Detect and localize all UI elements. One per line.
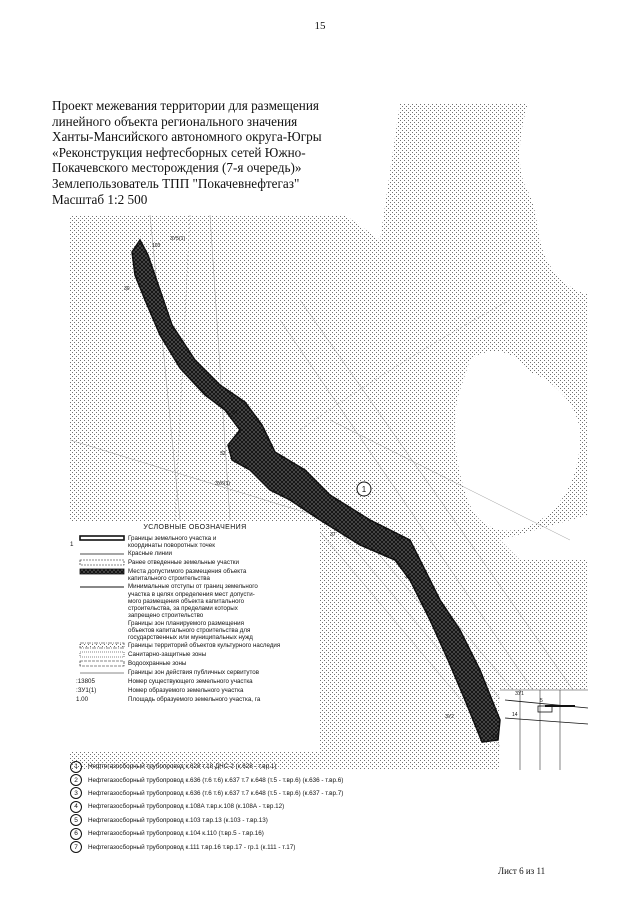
object-number: 7 xyxy=(70,841,82,853)
legend-code: :13805 xyxy=(76,678,95,686)
point-label: 103 xyxy=(152,243,161,249)
object-row xyxy=(70,814,410,827)
object-marker-label: 1 xyxy=(361,485,367,494)
title-line: Землепользователь ТПП "Покачевнефтегаз" xyxy=(52,175,300,191)
object-text: Нефтегазосборный трубопровод к.108А т.вр.к.108 (к.108А - т.вр.12) xyxy=(88,803,285,811)
legend-symbol-code xyxy=(70,696,128,704)
legend-item xyxy=(70,651,320,659)
point-label: 34 xyxy=(232,410,238,416)
object-number: 3 xyxy=(70,787,82,799)
legend-text: Санитарно-защитные зоны xyxy=(128,651,207,659)
title-line: линейного объекта регионального значения xyxy=(52,113,298,129)
object-row xyxy=(70,760,410,773)
object-number: 4 xyxy=(70,801,82,813)
point-label: 36 xyxy=(395,536,401,542)
title-line: Масштаб 1:2 500 xyxy=(52,191,148,207)
object-row xyxy=(70,840,410,853)
legend-symbol-dashed xyxy=(70,660,128,668)
point-label: 14 xyxy=(512,712,518,718)
object-text: Нефтегазосборный трубопровод к.103 т.вр.13 (к.103 - т.вр.13) xyxy=(88,816,268,824)
legend-symbol-line xyxy=(70,669,128,677)
legend-symbol-line xyxy=(70,550,128,558)
object-number: 2 xyxy=(70,774,82,786)
parcel-label: ЗУ5(1) xyxy=(170,236,186,242)
legend-text: Границы зон планируемого размещения объектов капитального строительства для государственных или муниципальных нужд xyxy=(128,619,253,642)
point-label: 30 xyxy=(124,286,130,292)
legend-code: 1.00 xyxy=(76,696,89,704)
object-row xyxy=(70,787,410,800)
legend-text: Границы территорий объектов культурного наследия xyxy=(128,642,281,650)
legend-item xyxy=(70,559,320,567)
legend-text: Ранее отведенные земельные участки xyxy=(128,559,239,567)
sheet-label: Лист 6 из 11 xyxy=(498,866,546,876)
object-number: 5 xyxy=(70,814,82,826)
legend-symbol-hatched xyxy=(70,568,128,576)
legend-symbol-border xyxy=(70,535,128,549)
legend-text: Водоохранные зоны xyxy=(128,660,187,668)
title-block xyxy=(52,98,372,207)
object-row xyxy=(70,800,410,813)
legend-text: Номер образуемого земельного участка xyxy=(128,687,244,695)
parcel-label: ЗУ1 xyxy=(515,691,524,697)
legend-symbol-line xyxy=(70,583,128,591)
legend-text: Места допустимого размещения объекта капитального строительства xyxy=(128,568,247,583)
legend-symbol-code xyxy=(70,678,128,686)
legend-symbol-dashed xyxy=(70,651,128,659)
legend-header: УСЛОВНЫЕ ОБОЗНАЧЕНИЯ xyxy=(143,524,247,531)
legend-code: :ЗУ1(1) xyxy=(76,687,97,695)
legend-text: Номер существующего земельного участка xyxy=(128,678,253,686)
legend-item xyxy=(70,678,320,686)
legend-text: Площадь образуемого земельного участка, га xyxy=(128,696,261,704)
legend xyxy=(70,521,320,751)
legend-symbol-none xyxy=(70,620,128,628)
legend-text: Границы земельного участка и координаты поворотных точек xyxy=(128,535,217,550)
point-label: 5 xyxy=(540,698,543,704)
legend-item xyxy=(70,550,320,558)
object-number: 6 xyxy=(70,828,82,840)
legend-item xyxy=(70,535,320,549)
page-number: 15 xyxy=(314,20,326,32)
parcel-label: ЗУ2 xyxy=(445,714,454,720)
legend-symbol-dashdot xyxy=(70,642,128,650)
object-text: Нефтегазосборный трубопровод к.628 т.18 ДНС-2 (к.628 - т.вр.1) xyxy=(88,763,277,771)
legend-item xyxy=(70,620,320,641)
legend-symbol-dashed xyxy=(70,559,128,567)
legend-text: Минимальные отступы от границ земельного участка в целях определения мест допусти- мого размещения объекта капитального строительства, за пределами которых запрещено строительство xyxy=(128,583,258,619)
point-label: 32 xyxy=(220,451,226,457)
object-number: 1 xyxy=(70,761,82,773)
object-text: Нефтегазосборный трубопровод к.636 (т.6 т.6) к.637 т.7 к.648 (т.5 - т.вр.6) (к.636 - т.вр.6) xyxy=(88,776,344,784)
legend-item xyxy=(70,583,320,618)
legend-item xyxy=(70,660,320,668)
object-text: Нефтегазосборный трубопровод к.104 к.110 (т.вр.5 - т.вр.16) xyxy=(88,830,264,838)
legend-text: Границы зон действия публичных сервитутов xyxy=(128,669,260,677)
title-line: «Реконструкция нефтесборных сетей Южно- xyxy=(52,144,306,160)
object-text: Нефтегазосборный трубопровод к.111 т.вр.16 т.вр.17 - гр.1 (к.111 - т.17) xyxy=(88,843,296,851)
point-label: 37 xyxy=(330,532,336,538)
object-row xyxy=(70,827,410,840)
title-line: Покачевского месторождения (7-я очередь)» xyxy=(52,160,302,176)
parcel-label: ЗУ6(1) xyxy=(215,481,231,487)
legend-item xyxy=(70,687,320,695)
road-corridor xyxy=(500,690,588,770)
legend-item xyxy=(70,642,320,650)
title-line: Проект межевания территории для размещения xyxy=(52,98,319,113)
legend-code: 1 xyxy=(70,541,74,549)
object-row xyxy=(70,773,410,786)
legend-text: Красные линии xyxy=(128,550,173,558)
title-line: Ханты-Мансийского автономного округа-Югры xyxy=(52,129,322,145)
object-list xyxy=(70,760,410,854)
point-label: 25 xyxy=(405,574,411,580)
object-marker xyxy=(357,482,371,496)
legend-symbol-code xyxy=(70,687,128,695)
legend-item xyxy=(70,568,320,582)
object-text: Нефтегазосборный трубопровод к.636 (т.6 т.6) к.637 т.7 к.648 (т.5 - т.вр.6) (к.637 - т.вр.7) xyxy=(88,789,344,797)
legend-item xyxy=(70,696,320,704)
legend-item xyxy=(70,669,320,677)
point-label: 13 xyxy=(492,734,498,740)
